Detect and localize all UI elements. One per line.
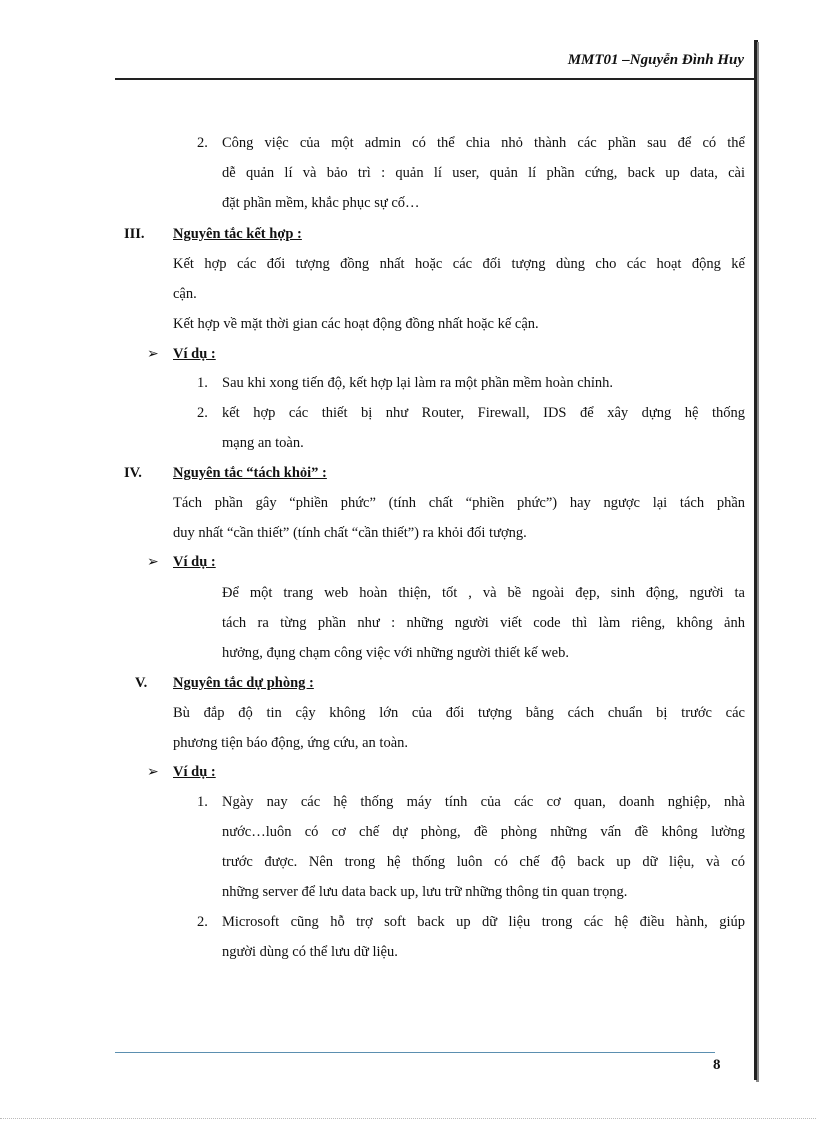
example-label: Ví dụ : <box>173 554 216 570</box>
section-heading: Nguyên tắc “tách khỏi” : <box>173 465 327 481</box>
example-line: hưởng, đụng chạm công việc với những người thiết kế web. <box>222 645 569 661</box>
paragraph-line: Bù đắp độ tin cậy không lớn của đối tượng bằng cách chuẩn bị trước các <box>173 705 745 721</box>
page-border-top <box>115 40 758 44</box>
section-numeral: III. <box>124 226 145 242</box>
header-rule <box>115 78 755 80</box>
list-item-line: dễ quản lí và bảo trì : quản lí user, quản lí phần cứng, back up data, cài <box>222 165 745 181</box>
section-numeral: IV. <box>124 465 142 481</box>
paragraph-line: duy nhất “cần thiết” (tính chất “cần thiết”) ra khỏi đối tượng. <box>173 525 527 541</box>
section-heading: Nguyên tắc dự phòng : <box>173 675 314 691</box>
paragraph-line: Kết hợp các đối tượng đồng nhất hoặc các đối tượng dùng cho các hoạt động kế <box>173 256 745 272</box>
section-heading: Nguyên tắc kết hợp : <box>173 226 302 242</box>
paragraph-line: cận. <box>173 286 197 302</box>
header-title: MMT01 –Nguyễn Đình Huy <box>567 52 744 68</box>
arrow-bullet-icon: ➢ <box>147 555 159 570</box>
list-item-line: mạng an toàn. <box>222 435 304 451</box>
paragraph-line: phương tiện báo động, ứng cứu, an toàn. <box>173 735 409 751</box>
paragraph-line: Tách phần gây “phiền phức” (tính chất “phiền phức”) hay ngược lại tách phần <box>173 495 745 511</box>
list-item-line: nước…luôn có cơ chế dự phòng, đề phòng những vấn đề không lường <box>222 824 745 840</box>
list-item-line: Microsoft cũng hỗ trợ soft back up dữ liệu trong các hệ điều hành, giúp <box>222 914 745 930</box>
list-number: 2. <box>197 914 208 930</box>
example-label: Ví dụ : <box>173 346 216 362</box>
arrow-bullet-icon: ➢ <box>147 347 159 362</box>
footer-rule <box>115 1052 715 1053</box>
example-line: Để một trang web hoàn thiện, tốt , và bề ngoài đẹp, sinh động, người ta <box>222 585 745 601</box>
page-bottom-edge <box>0 1118 816 1119</box>
list-number: 1. <box>197 375 208 391</box>
list-item-line: người dùng có thể lưu dữ liệu. <box>222 944 398 960</box>
list-item-line: Công việc của một admin có thể chia nhỏ thành các phần sau để có thể <box>222 135 745 151</box>
list-number: 2. <box>197 135 208 151</box>
list-number: 1. <box>197 794 208 810</box>
arrow-bullet-icon: ➢ <box>147 765 159 780</box>
list-item-line: đặt phần mềm, khắc phục sự cố… <box>222 195 420 211</box>
list-item-line: kết hợp các thiết bị như Router, Firewall, IDS để xây dựng hệ thống <box>222 405 745 421</box>
page-number: 8 <box>713 1057 721 1073</box>
section-numeral: V. <box>135 675 148 691</box>
list-item-line: những server để lưu data back up, lưu trữ những thông tin quan trọng. <box>222 884 628 900</box>
page-border-right <box>754 40 757 1080</box>
list-item-line: Sau khi xong tiến độ, kết hợp lại làm ra một phần mềm hoàn chỉnh. <box>222 375 614 391</box>
paragraph-line: Kết hợp về mặt thời gian các hoạt động đồng nhất hoặc kế cận. <box>173 316 539 332</box>
list-item-line: trước được. Nên trong hệ thống luôn có chế độ back up dữ liệu, và có <box>222 854 745 870</box>
list-item-line: Ngày nay các hệ thống máy tính của các cơ quan, doanh nghiệp, nhà <box>222 794 745 810</box>
example-label: Ví dụ : <box>173 764 216 780</box>
list-number: 2. <box>197 405 208 421</box>
example-line: tách ra từng phần như : những người viết code thì làm riêng, không ảnh <box>222 615 745 631</box>
